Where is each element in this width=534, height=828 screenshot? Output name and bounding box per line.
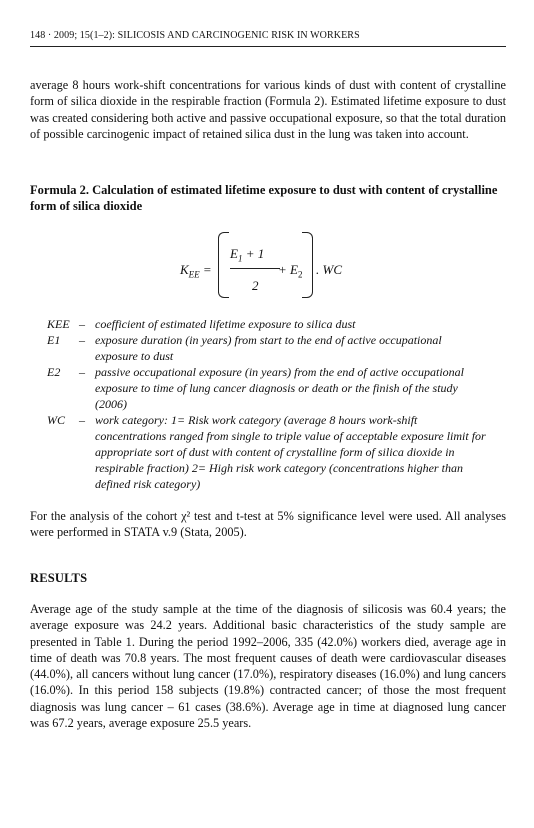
formula-2 (180, 232, 360, 300)
left-parenthesis (218, 232, 229, 298)
formula-numerator (230, 246, 264, 264)
results-heading: RESULTS (30, 571, 88, 585)
definition-dash: – (79, 333, 85, 347)
formula-times-wc: . WC (316, 262, 342, 277)
numerator-subscript: 1 (237, 253, 243, 264)
definition-term: KEE (47, 317, 70, 331)
definition-description: exposure duration (in years) from start to the end of active occupational exposure to dust (95, 333, 442, 363)
definition-list (47, 316, 487, 492)
formula-equals: = (202, 262, 212, 277)
definition-description: passive occupational exposure (in years) from the end of active occupational exposure to time of lung cancer diagnosis or death or the finish of the study (2006) (95, 365, 465, 411)
formula-lhs (180, 262, 212, 280)
formula-lhs-symbol: K (180, 262, 189, 277)
formula-title: Formula 2. Calculation of estimated lifetime exposure to dust with content of crystalline form of silica dioxide (30, 183, 498, 214)
definition-term: E1 (47, 333, 61, 347)
results-paragraph: Average age of the study sample at the time of the diagnosis of silicosis was 60.4 years; the average exposure was 24.2 years. Additional basic characteristics of the study sample are presented in Table 1. During the period 1992–2006, 335 (42.0%) workers died, average age in time of death was 70.8 years. The most frequent causes of death were cardiovascular diseases (44.0%), all cancers without lung cancer (17.0%), respiratory diseases (16.0%) and lung cancers (16.0%). In this period 158 subjects (19.8%) contracted cancer; of those the most frequent diagnosis was lung cancer – 61 cases (38.6%). Average age in time at diagnosed lung cancer was 67.2 years, average exposure 25.5 years. (30, 602, 506, 731)
plus-e2-term: + E (278, 262, 298, 277)
definition-description: work category: 1= Risk work category (average 8 hours work-shift concentrations ranged from single to triple value of acceptable exposure limit for appropriate sort of dust with content of crystalline form of silica dioxide in respirable fraction) 2= High risk work category (concentrations higher than defined risk category) (95, 413, 486, 491)
definition-description: coefficient of estimated lifetime exposure to silica dust (95, 317, 356, 331)
right-parenthesis (302, 232, 313, 298)
definition-e2 (47, 364, 487, 412)
definition-term: WC (47, 413, 65, 427)
numerator-plus-one: + 1 (245, 246, 265, 261)
formula-denominator: 2 (252, 278, 259, 293)
header-rule (30, 46, 506, 47)
analysis-paragraph: For the analysis of the cohort χ² test and t-test at 5% significance level were used. All analyses were performed in STATA v.9 (Stata, 2005). (30, 509, 506, 540)
definition-wc (47, 412, 487, 492)
formula-plus-e2 (278, 262, 302, 280)
definition-e1 (47, 332, 487, 364)
definition-dash: – (79, 317, 85, 331)
intro-paragraph: average 8 hours work-shift concentrations for various kinds of dust with content of crystalline form of silica dioxide in the respirable fraction (Formula 2). Estimated lifetime exposure to dust was created considering both active and passive occupational exposure, so that the total duration of possible carcinogenic impact of retained silica dust in the lung was taken into account. (30, 78, 506, 141)
formula-lhs-subscript: EE (188, 269, 200, 280)
numerator-variable: E (230, 246, 238, 261)
running-head: 148 · 2009; 15(1–2): SILICOSIS AND CARCINOGENIC RISK IN WORKERS (30, 30, 360, 41)
definition-term: E2 (47, 365, 61, 379)
definition-dash: – (79, 365, 85, 379)
definition-kee (47, 316, 487, 332)
e2-subscript: 2 (297, 269, 303, 280)
definition-dash: – (79, 413, 85, 427)
fraction-bar (230, 268, 280, 269)
